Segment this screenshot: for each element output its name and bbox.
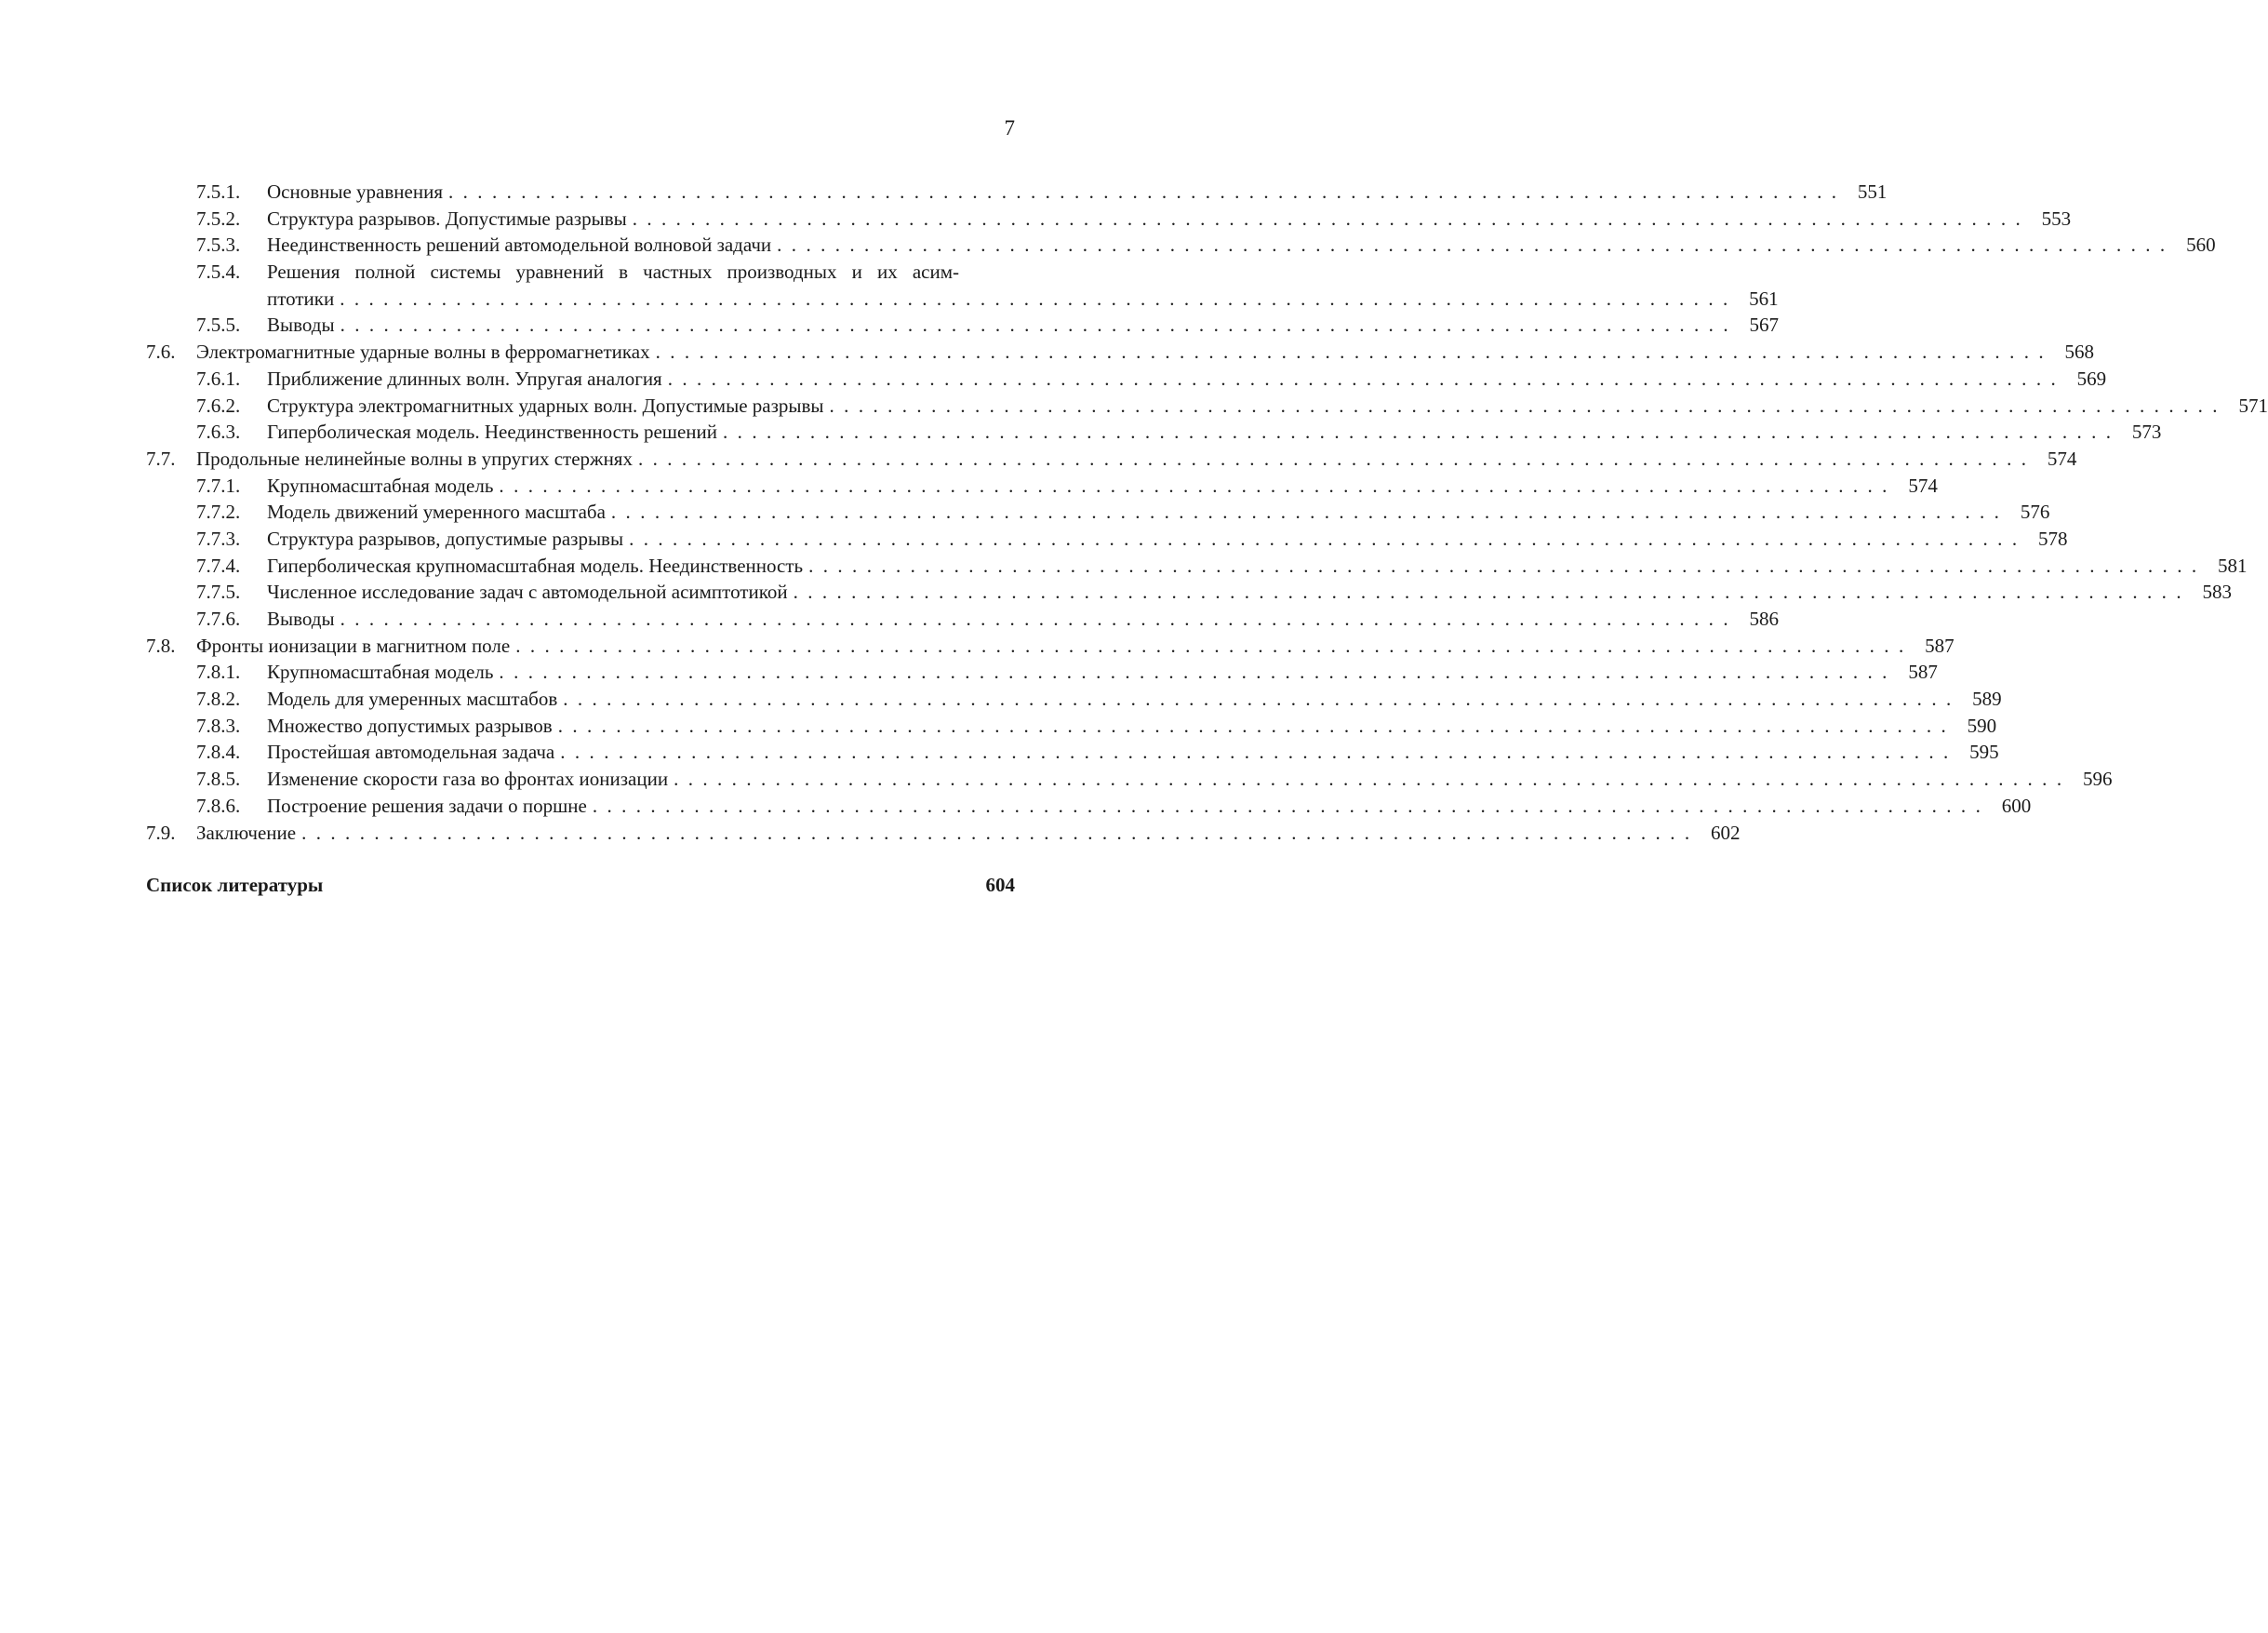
toc-entry-page: 560 [2186,234,2216,257]
toc-entry-title: Гиперболическая модель. Неединственность решений [267,421,718,444]
dot-leader: ................................................................................................ [793,581,2191,604]
toc-entry-title: Основные уравнения [267,181,443,203]
toc-entry-page: 551 [1857,181,1888,203]
toc-entry-title: Модель для умеренных масштабов [267,688,558,711]
dot-leader: ................................................................................................ [499,474,1897,497]
bibliography-title: Список литературы [146,874,324,896]
toc-entry-number: 7.8.3. [196,714,241,737]
toc-entry-title: Структура разрывов. Допустимые разрывы [267,207,627,230]
dot-leader: ................................................................................................ [340,314,1738,337]
toc-section-title: Электромагнитные ударные волны в ферромагнетиках [196,341,650,364]
toc-entry-page: 581 [2218,554,2248,577]
toc-entry [146,713,1997,740]
toc-entry [146,499,2050,526]
toc-entry [146,473,1938,500]
toc-entry-title: Приближение длинных волн. Упругая аналогия [267,367,662,390]
toc-entry-number: 7.8.6. [196,794,241,817]
toc-entry-page: 600 [2001,794,2032,817]
toc-entry [146,206,2072,233]
toc-entry-title: Простейшая автомодельная задача [267,741,555,764]
toc-entry-page: 561 [1749,287,1779,310]
toc-entry-page: 589 [1972,688,2002,711]
toc-section-page: 587 [1925,634,1954,657]
toc-entry-title: Выводы [267,314,335,337]
toc-entry-number: 7.5.1. [196,181,241,203]
dot-leader: ................................................................................................ [655,341,2054,364]
toc-section [146,820,1741,847]
toc-section-number: 7.9. [146,821,176,844]
toc-entry-continuation [146,286,1779,313]
dot-leader: ................................................................................................ [667,367,2066,390]
toc-entry-number: 7.8.1. [196,661,241,684]
toc-entry-title: Структура разрывов, допустимые разрывы [267,527,624,550]
toc-entry [146,659,1938,686]
page-number: 7 [1004,116,1015,140]
toc-entry-title: птотики [267,287,335,310]
toc-entry-page: 571 [2238,394,2268,417]
toc-entry [146,259,1015,286]
toc-entry-page: 596 [2082,768,2113,791]
toc-section-page: 568 [2064,341,2095,364]
dot-leader: ................................................................................................ [723,421,2121,444]
dot-leader: ................................................................................................ [637,447,2036,470]
dot-leader: ................................................................................................ [448,181,1847,203]
toc-entry-number: 7.7.6. [196,608,241,630]
bibliography-entry [146,871,1015,899]
dot-leader: ................................................................................................ [829,394,2227,417]
toc-entry-number: 7.8.2. [196,688,241,711]
toc-entry-page: 587 [1908,661,1938,684]
toc-entry-title: Крупномасштабная модель [267,661,494,684]
toc-entry-number: 7.8.5. [196,768,241,791]
table-of-contents [146,179,2268,846]
toc-entry-number: 7.7.5. [196,581,241,604]
toc-entry-page: 553 [2041,207,2072,230]
dot-leader: ................................................................................................ [340,287,1738,310]
dot-leader: ................................................................................................ [777,234,2175,257]
toc-entry [146,312,1779,339]
toc-entry [146,579,2232,606]
dot-leader: ................................................................................................ [340,608,1738,630]
toc-entry-number: 7.5.5. [196,314,241,337]
dot-leader: ................................................................................................ [629,527,2027,550]
toc-entry-number: 7.7.2. [196,501,241,524]
toc-entry [146,686,2002,713]
dot-leader: ................................................................................................ [610,501,2009,524]
toc-section-number: 7.6. [146,341,176,364]
dot-leader: ................................................................................................ [592,794,1991,817]
toc-entry [146,766,2113,793]
dot-leader: ................................................................................................ [515,634,1914,657]
toc-section-number: 7.7. [146,447,176,470]
toc-entry-number: 7.5.4. [196,261,241,284]
dot-leader: ................................................................................................ [674,768,2072,791]
toc-entry-title: Изменение скорости газа во фронтах ионизации [267,768,669,791]
toc-entry-page: 574 [1908,474,1938,497]
toc-entry-page: 583 [2202,581,2232,604]
toc-entry [146,419,2162,446]
toc-section-page: 574 [2047,447,2077,470]
toc-entry [146,553,2248,580]
toc-entry-page: 573 [2131,421,2162,444]
toc-entry [146,793,2032,820]
toc-section-title: Продольные нелинейные волны в упругих стержнях [196,447,633,470]
toc-entry [146,526,2068,553]
toc-entry-number: 7.6.1. [196,367,241,390]
toc-entry [146,232,2216,259]
toc-section-number: 7.8. [146,634,176,657]
toc-entry-title: Крупномасштабная модель [267,474,494,497]
toc-entry-page: 578 [2037,527,2068,550]
toc-entry-title: Построение решения задачи о поршне [267,794,587,817]
toc-section-title: Фронты ионизации в магнитном поле [196,634,511,657]
toc-entry-number: 7.6.2. [196,394,241,417]
dot-leader: ................................................................................................ [301,821,1700,844]
dot-leader: ................................................................................................ [499,661,1897,684]
toc-entry-title: Структура электромагнитных ударных волн. Допустимые разрывы [267,394,824,417]
toc-entry-title: Численное исследование задач с автомодельной асимптотикой [267,581,788,604]
toc-entry-number: 7.5.3. [196,234,241,257]
toc-entry [146,606,1779,633]
toc-entry-page: 590 [1967,714,1997,737]
toc-entry-number: 7.5.2. [196,207,241,230]
toc-entry-title: Гиперболическая крупномасштабная модель. Неединственность [267,554,804,577]
toc-section-title: Заключение [196,821,297,844]
toc-section-page: 602 [1711,821,1741,844]
toc-entry-number: 7.7.1. [196,474,241,497]
toc-entry-page: 595 [1969,741,1999,764]
toc-entry [146,366,2107,393]
toc-entry-title: Множество допустимых разрывов [267,714,553,737]
toc-section [146,446,2077,473]
toc-entry-title: Модель движений умеренного масштаба [267,501,606,524]
toc-entry-title: Выводы [267,608,335,630]
toc-entry-number: 7.8.4. [196,741,241,764]
toc-entry-title: Неединственность решений автомодельной волновой задачи [267,234,772,257]
toc-entry-number: 7.7.4. [196,554,241,577]
dot-leader: ................................................................................................ [560,741,1958,764]
toc-entry [146,739,1999,766]
toc-entry-page: 569 [2076,367,2107,390]
toc-entry-page: 567 [1749,314,1779,337]
toc-entry [146,393,2268,420]
toc-entry-number: 7.6.3. [196,421,241,444]
toc-entry [146,179,1888,206]
toc-section [146,339,2095,366]
toc-entry-page: 586 [1749,608,1779,630]
dot-leader: ................................................................................................ [808,554,2207,577]
dot-leader: ................................................................................................ [557,714,1956,737]
toc-entry-number: 7.7.3. [196,527,241,550]
toc-section [146,633,1954,660]
toc-entry-title: Решения полной системы уравнений в частных производных и их асим- [267,261,959,284]
dot-leader: ................................................................................................ [632,207,2031,230]
toc-entry-page: 576 [2020,501,2050,524]
bibliography-page: 604 [985,874,1015,896]
dot-leader: ................................................................................................ [563,688,1961,711]
